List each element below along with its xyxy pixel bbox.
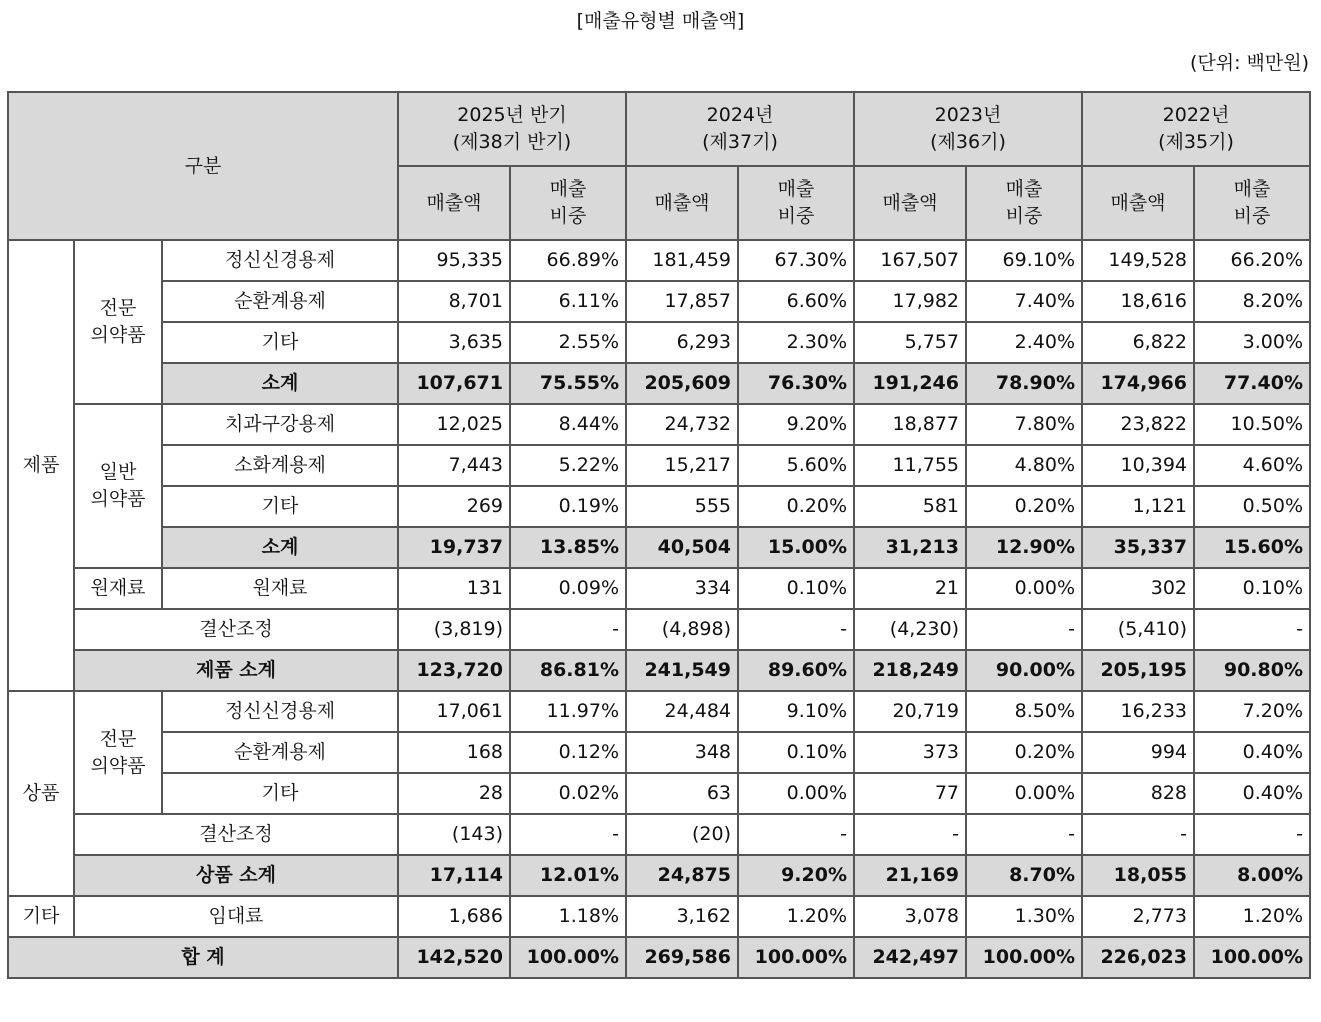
row-label: 소계 xyxy=(162,527,398,568)
row-label: 제품 소계 xyxy=(74,650,398,691)
sales-value-cell: 226,023 xyxy=(1082,937,1194,978)
sales-value-cell: 242,497 xyxy=(854,937,966,978)
header-ratio: 매출 비중 xyxy=(966,166,1082,240)
ratio-value-cell: 0.02% xyxy=(510,773,626,814)
sales-value-cell: (4,898) xyxy=(626,609,738,650)
sales-value-cell: 11,755 xyxy=(854,445,966,486)
sales-value-cell: (5,410) xyxy=(1082,609,1194,650)
group-other: 기타 xyxy=(8,896,74,937)
sales-value-cell: 5,757 xyxy=(854,322,966,363)
ratio-value-cell: 0.40% xyxy=(1194,773,1310,814)
ratio-value-cell: 0.12% xyxy=(510,732,626,773)
ratio-value-cell: 0.00% xyxy=(966,568,1082,609)
ratio-value-cell: - xyxy=(510,814,626,855)
sales-value-cell: 3,078 xyxy=(854,896,966,937)
group-raw: 원재료 xyxy=(74,568,162,609)
sales-value-cell: 131 xyxy=(398,568,510,609)
ratio-value-cell: 66.89% xyxy=(510,240,626,281)
sales-value-cell: 373 xyxy=(854,732,966,773)
header-period: 2022년 (제35기) xyxy=(1082,92,1310,166)
sales-value-cell: 10,394 xyxy=(1082,445,1194,486)
sales-value-cell: 142,520 xyxy=(398,937,510,978)
ratio-value-cell: 12.01% xyxy=(510,855,626,896)
ratio-value-cell: 4.80% xyxy=(966,445,1082,486)
sales-value-cell: - xyxy=(1082,814,1194,855)
sales-value-cell: 269 xyxy=(398,486,510,527)
ratio-value-cell: 0.50% xyxy=(1194,486,1310,527)
ratio-value-cell: 7.80% xyxy=(966,404,1082,445)
ratio-value-cell: 2.30% xyxy=(738,322,854,363)
ratio-value-cell: 1.20% xyxy=(738,896,854,937)
sales-value-cell: 95,335 xyxy=(398,240,510,281)
sales-value-cell: 581 xyxy=(854,486,966,527)
ratio-value-cell: - xyxy=(1194,609,1310,650)
ratio-value-cell: 100.00% xyxy=(1194,937,1310,978)
ratio-value-cell: 66.20% xyxy=(1194,240,1310,281)
ratio-value-cell: 0.20% xyxy=(966,732,1082,773)
ratio-value-cell: 9.20% xyxy=(738,404,854,445)
header-ratio: 매출 비중 xyxy=(510,166,626,240)
ratio-value-cell: 13.85% xyxy=(510,527,626,568)
sales-value-cell: 28 xyxy=(398,773,510,814)
sales-value-cell: 302 xyxy=(1082,568,1194,609)
sales-value-cell: 18,055 xyxy=(1082,855,1194,896)
ratio-value-cell: 6.11% xyxy=(510,281,626,322)
ratio-value-cell: 1.20% xyxy=(1194,896,1310,937)
ratio-value-cell: 8.70% xyxy=(966,855,1082,896)
sales-value-cell: 3,162 xyxy=(626,896,738,937)
sales-value-cell: 24,875 xyxy=(626,855,738,896)
ratio-value-cell: 8.44% xyxy=(510,404,626,445)
ratio-value-cell: 0.20% xyxy=(738,486,854,527)
sales-value-cell: - xyxy=(854,814,966,855)
row-label: 합 계 xyxy=(8,937,398,978)
sales-value-cell: 241,549 xyxy=(626,650,738,691)
row-label: 기타 xyxy=(162,486,398,527)
sales-value-cell: 12,025 xyxy=(398,404,510,445)
ratio-value-cell: - xyxy=(1194,814,1310,855)
sales-value-cell: 205,609 xyxy=(626,363,738,404)
row-label: 소화계용제 xyxy=(162,445,398,486)
ratio-value-cell: 78.90% xyxy=(966,363,1082,404)
ratio-value-cell: - xyxy=(966,609,1082,650)
header-period: 2023년 (제36기) xyxy=(854,92,1082,166)
sales-value-cell: 269,586 xyxy=(626,937,738,978)
sales-value-cell: 994 xyxy=(1082,732,1194,773)
sales-value-cell: 24,484 xyxy=(626,691,738,732)
ratio-value-cell: 5.22% xyxy=(510,445,626,486)
ratio-value-cell: 100.00% xyxy=(510,937,626,978)
sales-table xyxy=(7,91,1311,979)
ratio-value-cell: 100.00% xyxy=(966,937,1082,978)
ratio-value-cell: 0.20% xyxy=(966,486,1082,527)
sales-value-cell: 40,504 xyxy=(626,527,738,568)
sales-value-cell: 8,701 xyxy=(398,281,510,322)
sales-value-cell: 123,720 xyxy=(398,650,510,691)
ratio-value-cell: 90.80% xyxy=(1194,650,1310,691)
ratio-value-cell: 9.20% xyxy=(738,855,854,896)
ratio-value-cell: 0.40% xyxy=(1194,732,1310,773)
sales-value-cell: 17,982 xyxy=(854,281,966,322)
ratio-value-cell: 6.60% xyxy=(738,281,854,322)
sales-value-cell: 63 xyxy=(626,773,738,814)
ratio-value-cell: 0.10% xyxy=(1194,568,1310,609)
row-label: 기타 xyxy=(162,773,398,814)
ratio-value-cell: 0.00% xyxy=(738,773,854,814)
sales-value-cell: 31,213 xyxy=(854,527,966,568)
sales-value-cell: 334 xyxy=(626,568,738,609)
sales-value-cell: (143) xyxy=(398,814,510,855)
unit-label: (단위: 백만원) xyxy=(1189,52,1309,74)
group-product: 제품 xyxy=(8,240,74,691)
sales-value-cell: 149,528 xyxy=(1082,240,1194,281)
sales-value-cell: 18,616 xyxy=(1082,281,1194,322)
ratio-value-cell: 1.18% xyxy=(510,896,626,937)
sales-value-cell: 168 xyxy=(398,732,510,773)
ratio-value-cell: 11.97% xyxy=(510,691,626,732)
sales-value-cell: 7,443 xyxy=(398,445,510,486)
header-sales: 매출액 xyxy=(626,166,738,240)
row-label: 순환계용제 xyxy=(162,281,398,322)
sales-value-cell: 15,217 xyxy=(626,445,738,486)
ratio-value-cell: 2.40% xyxy=(966,322,1082,363)
row-label: 상품 소계 xyxy=(74,855,398,896)
sales-value-cell: 6,822 xyxy=(1082,322,1194,363)
header-sales: 매출액 xyxy=(854,166,966,240)
ratio-value-cell: 12.90% xyxy=(966,527,1082,568)
sales-value-cell: 20,719 xyxy=(854,691,966,732)
ratio-value-cell: 0.09% xyxy=(510,568,626,609)
row-label: 원재료 xyxy=(162,568,398,609)
header-ratio: 매출 비중 xyxy=(738,166,854,240)
sales-value-cell: 21,169 xyxy=(854,855,966,896)
sales-value-cell: 1,686 xyxy=(398,896,510,937)
ratio-value-cell: - xyxy=(738,609,854,650)
sales-value-cell: 35,337 xyxy=(1082,527,1194,568)
sales-value-cell: 17,857 xyxy=(626,281,738,322)
sales-value-cell: 18,877 xyxy=(854,404,966,445)
ratio-value-cell: - xyxy=(738,814,854,855)
sales-value-cell: 1,121 xyxy=(1082,486,1194,527)
ratio-value-cell: 86.81% xyxy=(510,650,626,691)
ratio-value-cell: 4.60% xyxy=(1194,445,1310,486)
ratio-value-cell: 7.20% xyxy=(1194,691,1310,732)
sales-value-cell: 555 xyxy=(626,486,738,527)
sales-value-cell: 828 xyxy=(1082,773,1194,814)
group-rx-goods: 전문 의약품 xyxy=(74,691,162,814)
ratio-value-cell: 3.00% xyxy=(1194,322,1310,363)
ratio-value-cell: 15.00% xyxy=(738,527,854,568)
sales-value-cell: (3,819) xyxy=(398,609,510,650)
header-ratio: 매출 비중 xyxy=(1194,166,1310,240)
ratio-value-cell: 0.19% xyxy=(510,486,626,527)
row-label: 정신신경용제 xyxy=(162,691,398,732)
header-period: 2024년 (제37기) xyxy=(626,92,854,166)
sales-value-cell: 348 xyxy=(626,732,738,773)
ratio-value-cell: 10.50% xyxy=(1194,404,1310,445)
ratio-value-cell: 1.30% xyxy=(966,896,1082,937)
sales-value-cell: 17,114 xyxy=(398,855,510,896)
group-otc: 일반 의약품 xyxy=(74,404,162,568)
row-label: 결산조정 xyxy=(74,609,398,650)
ratio-value-cell: 67.30% xyxy=(738,240,854,281)
row-label: 소계 xyxy=(162,363,398,404)
ratio-value-cell: 8.00% xyxy=(1194,855,1310,896)
ratio-value-cell: 2.55% xyxy=(510,322,626,363)
sales-value-cell: (20) xyxy=(626,814,738,855)
ratio-value-cell: 7.40% xyxy=(966,281,1082,322)
sales-value-cell: 174,966 xyxy=(1082,363,1194,404)
sales-value-cell: 167,507 xyxy=(854,240,966,281)
group-goods: 상품 xyxy=(8,691,74,896)
ratio-value-cell: 69.10% xyxy=(966,240,1082,281)
sales-value-cell: 23,822 xyxy=(1082,404,1194,445)
ratio-value-cell: 89.60% xyxy=(738,650,854,691)
sales-value-cell: 3,635 xyxy=(398,322,510,363)
ratio-value-cell: 15.60% xyxy=(1194,527,1310,568)
sales-value-cell: 19,737 xyxy=(398,527,510,568)
ratio-value-cell: 76.30% xyxy=(738,363,854,404)
ratio-value-cell: - xyxy=(966,814,1082,855)
ratio-value-cell: 0.10% xyxy=(738,568,854,609)
ratio-value-cell: 100.00% xyxy=(738,937,854,978)
row-label: 기타 xyxy=(162,322,398,363)
table-title: [매출유형별 매출액] xyxy=(576,10,745,32)
sales-value-cell: 181,459 xyxy=(626,240,738,281)
row-label: 치과구강용제 xyxy=(162,404,398,445)
header-sales: 매출액 xyxy=(398,166,510,240)
header-category: 구분 xyxy=(8,92,398,240)
row-label: 순환계용제 xyxy=(162,732,398,773)
ratio-value-cell: 0.10% xyxy=(738,732,854,773)
ratio-value-cell: 8.50% xyxy=(966,691,1082,732)
ratio-value-cell: 9.10% xyxy=(738,691,854,732)
sales-value-cell: (4,230) xyxy=(854,609,966,650)
ratio-value-cell: 90.00% xyxy=(966,650,1082,691)
ratio-value-cell: 5.60% xyxy=(738,445,854,486)
sales-value-cell: 2,773 xyxy=(1082,896,1194,937)
row-label: 임대료 xyxy=(74,896,398,937)
ratio-value-cell: 0.00% xyxy=(966,773,1082,814)
group-rx: 전문 의약품 xyxy=(74,240,162,404)
sales-value-cell: 6,293 xyxy=(626,322,738,363)
ratio-value-cell: 77.40% xyxy=(1194,363,1310,404)
header-sales: 매출액 xyxy=(1082,166,1194,240)
sales-value-cell: 77 xyxy=(854,773,966,814)
header-period: 2025년 반기 (제38기 반기) xyxy=(398,92,626,166)
ratio-value-cell: 8.20% xyxy=(1194,281,1310,322)
row-label: 정신신경용제 xyxy=(162,240,398,281)
sales-value-cell: 21 xyxy=(854,568,966,609)
sales-value-cell: 24,732 xyxy=(626,404,738,445)
sales-value-cell: 16,233 xyxy=(1082,691,1194,732)
sales-value-cell: 205,195 xyxy=(1082,650,1194,691)
ratio-value-cell: 75.55% xyxy=(510,363,626,404)
sales-value-cell: 191,246 xyxy=(854,363,966,404)
ratio-value-cell: - xyxy=(510,609,626,650)
sales-value-cell: 17,061 xyxy=(398,691,510,732)
row-label: 결산조정 xyxy=(74,814,398,855)
sales-value-cell: 107,671 xyxy=(398,363,510,404)
sales-value-cell: 218,249 xyxy=(854,650,966,691)
